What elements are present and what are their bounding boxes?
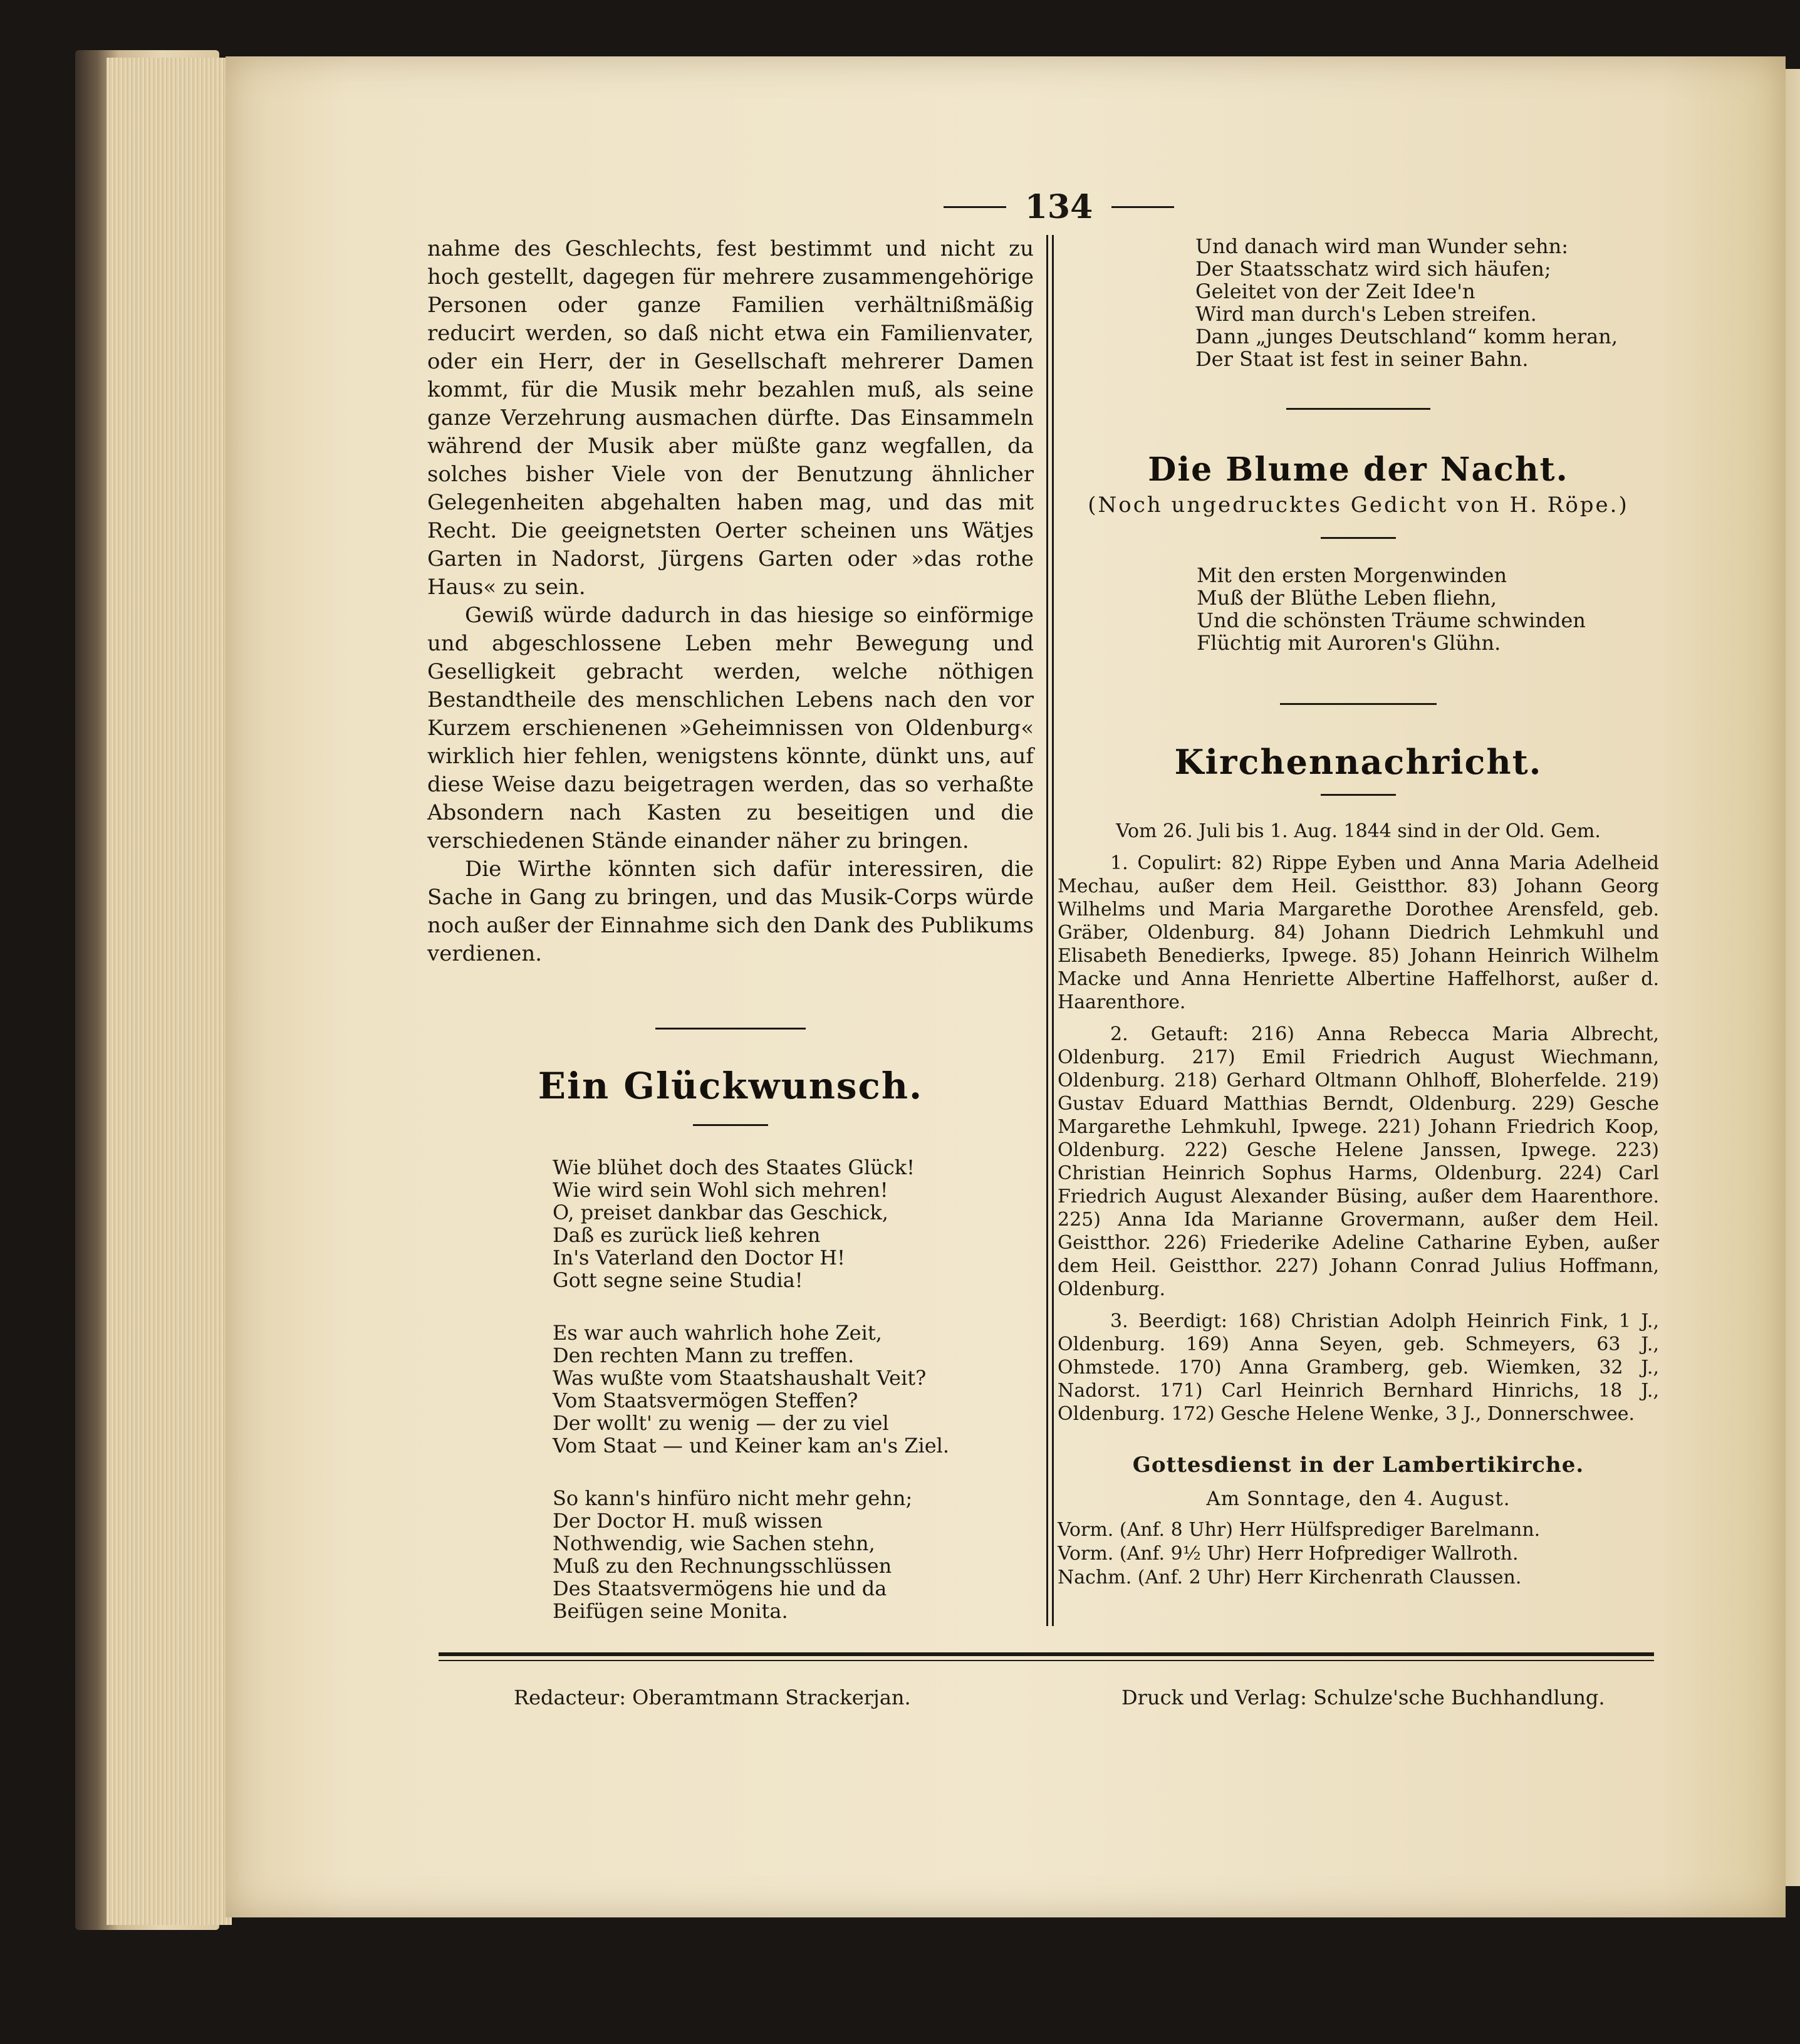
poem-line: Und die schönsten Träume schwinden	[1197, 608, 1586, 632]
poem-line: Muß zu den Rechnungsschlüssen	[553, 1554, 892, 1578]
service-line: Nachm. (Anf. 2 Uhr) Herr Kirchenrath Claussen.	[1058, 1567, 1522, 1588]
poem-line: Vom Staat — und Keiner kam an's Ziel.	[553, 1434, 950, 1457]
right-column	[1058, 235, 1659, 1590]
paragraph-1: nahme des Geschlechts, fest bestimmt und nicht zu hoch gestellt, dagegen für mehrere zusammengehörige Personen oder ganze Familien verhältnißmäßig reducirt werden, so daß nicht etwa ein Familienvater, oder ein Herr, der in Gesellschaft mehrerer Damen kommt, für die Musik mehr bezahlen muß, als seine ganze Verzehrung ausmachen dürfte. Das Einsammeln während der Musik aber müßte ganz wegfallen, da solches bisher Viele von der Benutzung ähnlicher Gelegenheiten abgehalten haben mag, und das mit Recht. Die geeignetsten Oerter scheinen uns Wätjes Garten in Nadorst, Jürgens Garten oder »das rothe Haus« zu sein.	[427, 236, 1034, 600]
poem-line: Der Doctor H. muß wissen	[553, 1509, 823, 1533]
poem-stanza-2	[553, 1322, 1034, 1457]
section-rule	[655, 1028, 806, 1030]
blume-poem	[1197, 564, 1659, 654]
title-rule	[1321, 537, 1396, 539]
poem-line: Es war auch wahrlich hohe Zeit,	[553, 1321, 882, 1345]
service-schedule	[1058, 1518, 1659, 1590]
poem-line: Flüchtig mit Auroren's Glühn.	[1197, 631, 1501, 655]
service-title: Gottesdienst in der Lambertikirche.	[1132, 1452, 1584, 1478]
poem-stanza-3	[553, 1487, 1034, 1622]
blume-subtitle: (Noch ungedrucktes Gedicht von H. Röpe.)	[1088, 493, 1629, 518]
paragraph-2: Gewiß würde dadurch in das hiesige so einförmige und abgeschlossene Leben mehr Bewegung und Geselligkeit gebracht werden, welche nöthigen Bestandtheile des menschlichen Lebens nach den vor Kurzem erschienenen »Geheimnissen von Oldenburg« wirklich hier fehlen, wenigstens könnte, dünkt uns, auf diese Weise dazu beigetragen werden, das so verhaßte Absondern nach Kasten zu beseitigen und die verschiedenen Stände einander näher zu bringen.	[427, 603, 1034, 853]
poem-line: Mit den ersten Morgenwinden	[1197, 563, 1507, 587]
dash-right	[1111, 206, 1174, 208]
poem-stanza-1	[553, 1156, 1034, 1291]
footer-editor: Redacteur: Oberamtmann Strackerjan.	[514, 1686, 911, 1709]
poem-line: Muß der Blüthe Leben fliehn,	[1197, 586, 1497, 610]
poem-line: Der wollt' zu wenig — der zu viel	[553, 1411, 889, 1435]
copulirt-entry: 1. Copulirt: 82) Rippe Eyben und Anna Maria Adelheid Mechau, außer dem Heil. Geistthor. 83) Johann Georg Wilhelms und Maria Margarethe Dorothee Arensfeld, geb. Gräber, Oldenburg. 84) Johann Diedrich Lehmkuhl und Elisabeth Benedierks, Ipwege. 85) Johann Heinrich Wilhelm Macke und Anna Henriette Albertine Haffelhorst, außer d. Haarenthore.	[1058, 852, 1659, 1013]
poem-line: Den rechten Mann zu treffen.	[553, 1343, 855, 1367]
footer-publisher: Druck und Verlag: Schulze'sche Buchhandlung.	[1121, 1686, 1605, 1709]
poem-line: Geleitet von der Zeit Idee'n	[1195, 279, 1475, 303]
poem-line: Beifügen seine Monita.	[553, 1599, 788, 1623]
footer-rule-thin	[439, 1660, 1654, 1661]
beerdigt-entry: 3. Beerdigt: 168) Christian Adolph Heinrich Fink, 1 J., Oldenburg. 169) Anna Seyen, geb. Schmeyers, 63 J., Ohmstede. 170) Anna Gramberg, geb. Wiemken, 32 J., Nadorst. 171) Carl Heinrich Bernhard Hinrichs, 18 J., Oldenburg. 172) Gesche Helene Wenke, 3 J., Donnerschwee.	[1058, 1310, 1659, 1425]
title-rule	[1321, 794, 1396, 796]
blume-title: Die Blume der Nacht.	[1148, 451, 1569, 489]
poem-line: Und danach wird man Wunder sehn:	[1195, 234, 1569, 258]
poem-line: Der Staatsschatz wird sich häufen;	[1195, 257, 1551, 281]
poem-line: In's Vaterland den Doctor H!	[553, 1246, 845, 1270]
getauft-entry: 2. Getauft: 216) Anna Rebecca Maria Albrecht, Oldenburg. 217) Emil Friedrich August Wiechmann, Oldenburg. 218) Gerhard Oltmann Ohlhoff, Bloherfelde. 219) Gustav Eduard Matthias Berndt, Oldenburg. 229) Gesche Margarethe Lehmkuhl, Ipwege. 221) Johann Friedrich Koop, Oldenburg. 222) Gesche Helene Janssen, Ipwege. 223) Christian Heinrich Sophus Harms, Oldenburg. 224) Carl Friedrich August Alexander Büsing, außer dem Haarenthore. 225) Anna Ida Marianne Grovermann, außer dem Heil. Geistthor. 226) Friederike Adeline Catharine Eyben, außer dem Heil. Geistthor. 227) Johann Conrad Julius Hoffmann, Oldenburg.	[1058, 1023, 1659, 1300]
gluckwunsch-title: Ein Glückwunsch.	[538, 1065, 923, 1107]
title-rule	[693, 1124, 768, 1126]
page-edges	[107, 58, 232, 1925]
kirchen-title: Kirchennachricht.	[1174, 742, 1542, 782]
poem-line: Nothwendig, wie Sachen stehn,	[553, 1531, 875, 1555]
kirchen-intro: Vom 26. Juli bis 1. Aug. 1844 sind in der Old. Gem.	[1116, 820, 1601, 842]
poem-line: Der Staat ist fest in seiner Bahn.	[1195, 347, 1529, 371]
service-date: Am Sonntage, den 4. August.	[1206, 1488, 1511, 1510]
poem-line: Dann „junges Deutschland“ komm heran,	[1195, 325, 1618, 348]
poem-line: Vom Staatsvermögen Steffen?	[553, 1389, 858, 1412]
section-rule	[1280, 703, 1437, 705]
left-column	[427, 235, 1034, 1622]
poem-continuation	[1195, 235, 1659, 370]
poem-line: O, preiset dankbar das Geschick,	[553, 1201, 888, 1224]
poem-line: Daß es zurück ließ kehren	[553, 1223, 821, 1247]
poem-line: Was wußte vom Staatshaushalt Veit?	[553, 1366, 927, 1390]
page-number	[927, 188, 1190, 226]
poem-line: Gott segne seine Studia!	[553, 1268, 803, 1292]
section-rule	[1286, 408, 1430, 410]
dash-left	[944, 206, 1006, 208]
poem-line: Wie blühet doch des Staates Glück!	[553, 1155, 915, 1179]
poem-line: Wie wird sein Wohl sich mehren!	[553, 1178, 888, 1202]
service-line: Vorm. (Anf. 8 Uhr) Herr Hülfsprediger Barelmann.	[1058, 1519, 1541, 1541]
poem-line: So kann's hinfüro nicht mehr gehn;	[553, 1486, 913, 1510]
poem-line: Wird man durch's Leben streifen.	[1195, 302, 1537, 326]
paragraph-3: Die Wirthe könnten sich dafür interessiren, die Sache in Gang zu bringen, und das Musik-Corps würde noch außer der Einnahme sich den Dank des Publikums verdienen.	[427, 857, 1034, 966]
page-number-text: 134	[1024, 188, 1093, 226]
service-line: Vorm. (Anf. 9½ Uhr) Herr Hofprediger Wallroth.	[1058, 1543, 1519, 1565]
footer-rule-thick	[439, 1652, 1654, 1656]
column-divider	[1046, 235, 1054, 1626]
poem-line: Des Staatsvermögens hie und da	[553, 1577, 887, 1600]
